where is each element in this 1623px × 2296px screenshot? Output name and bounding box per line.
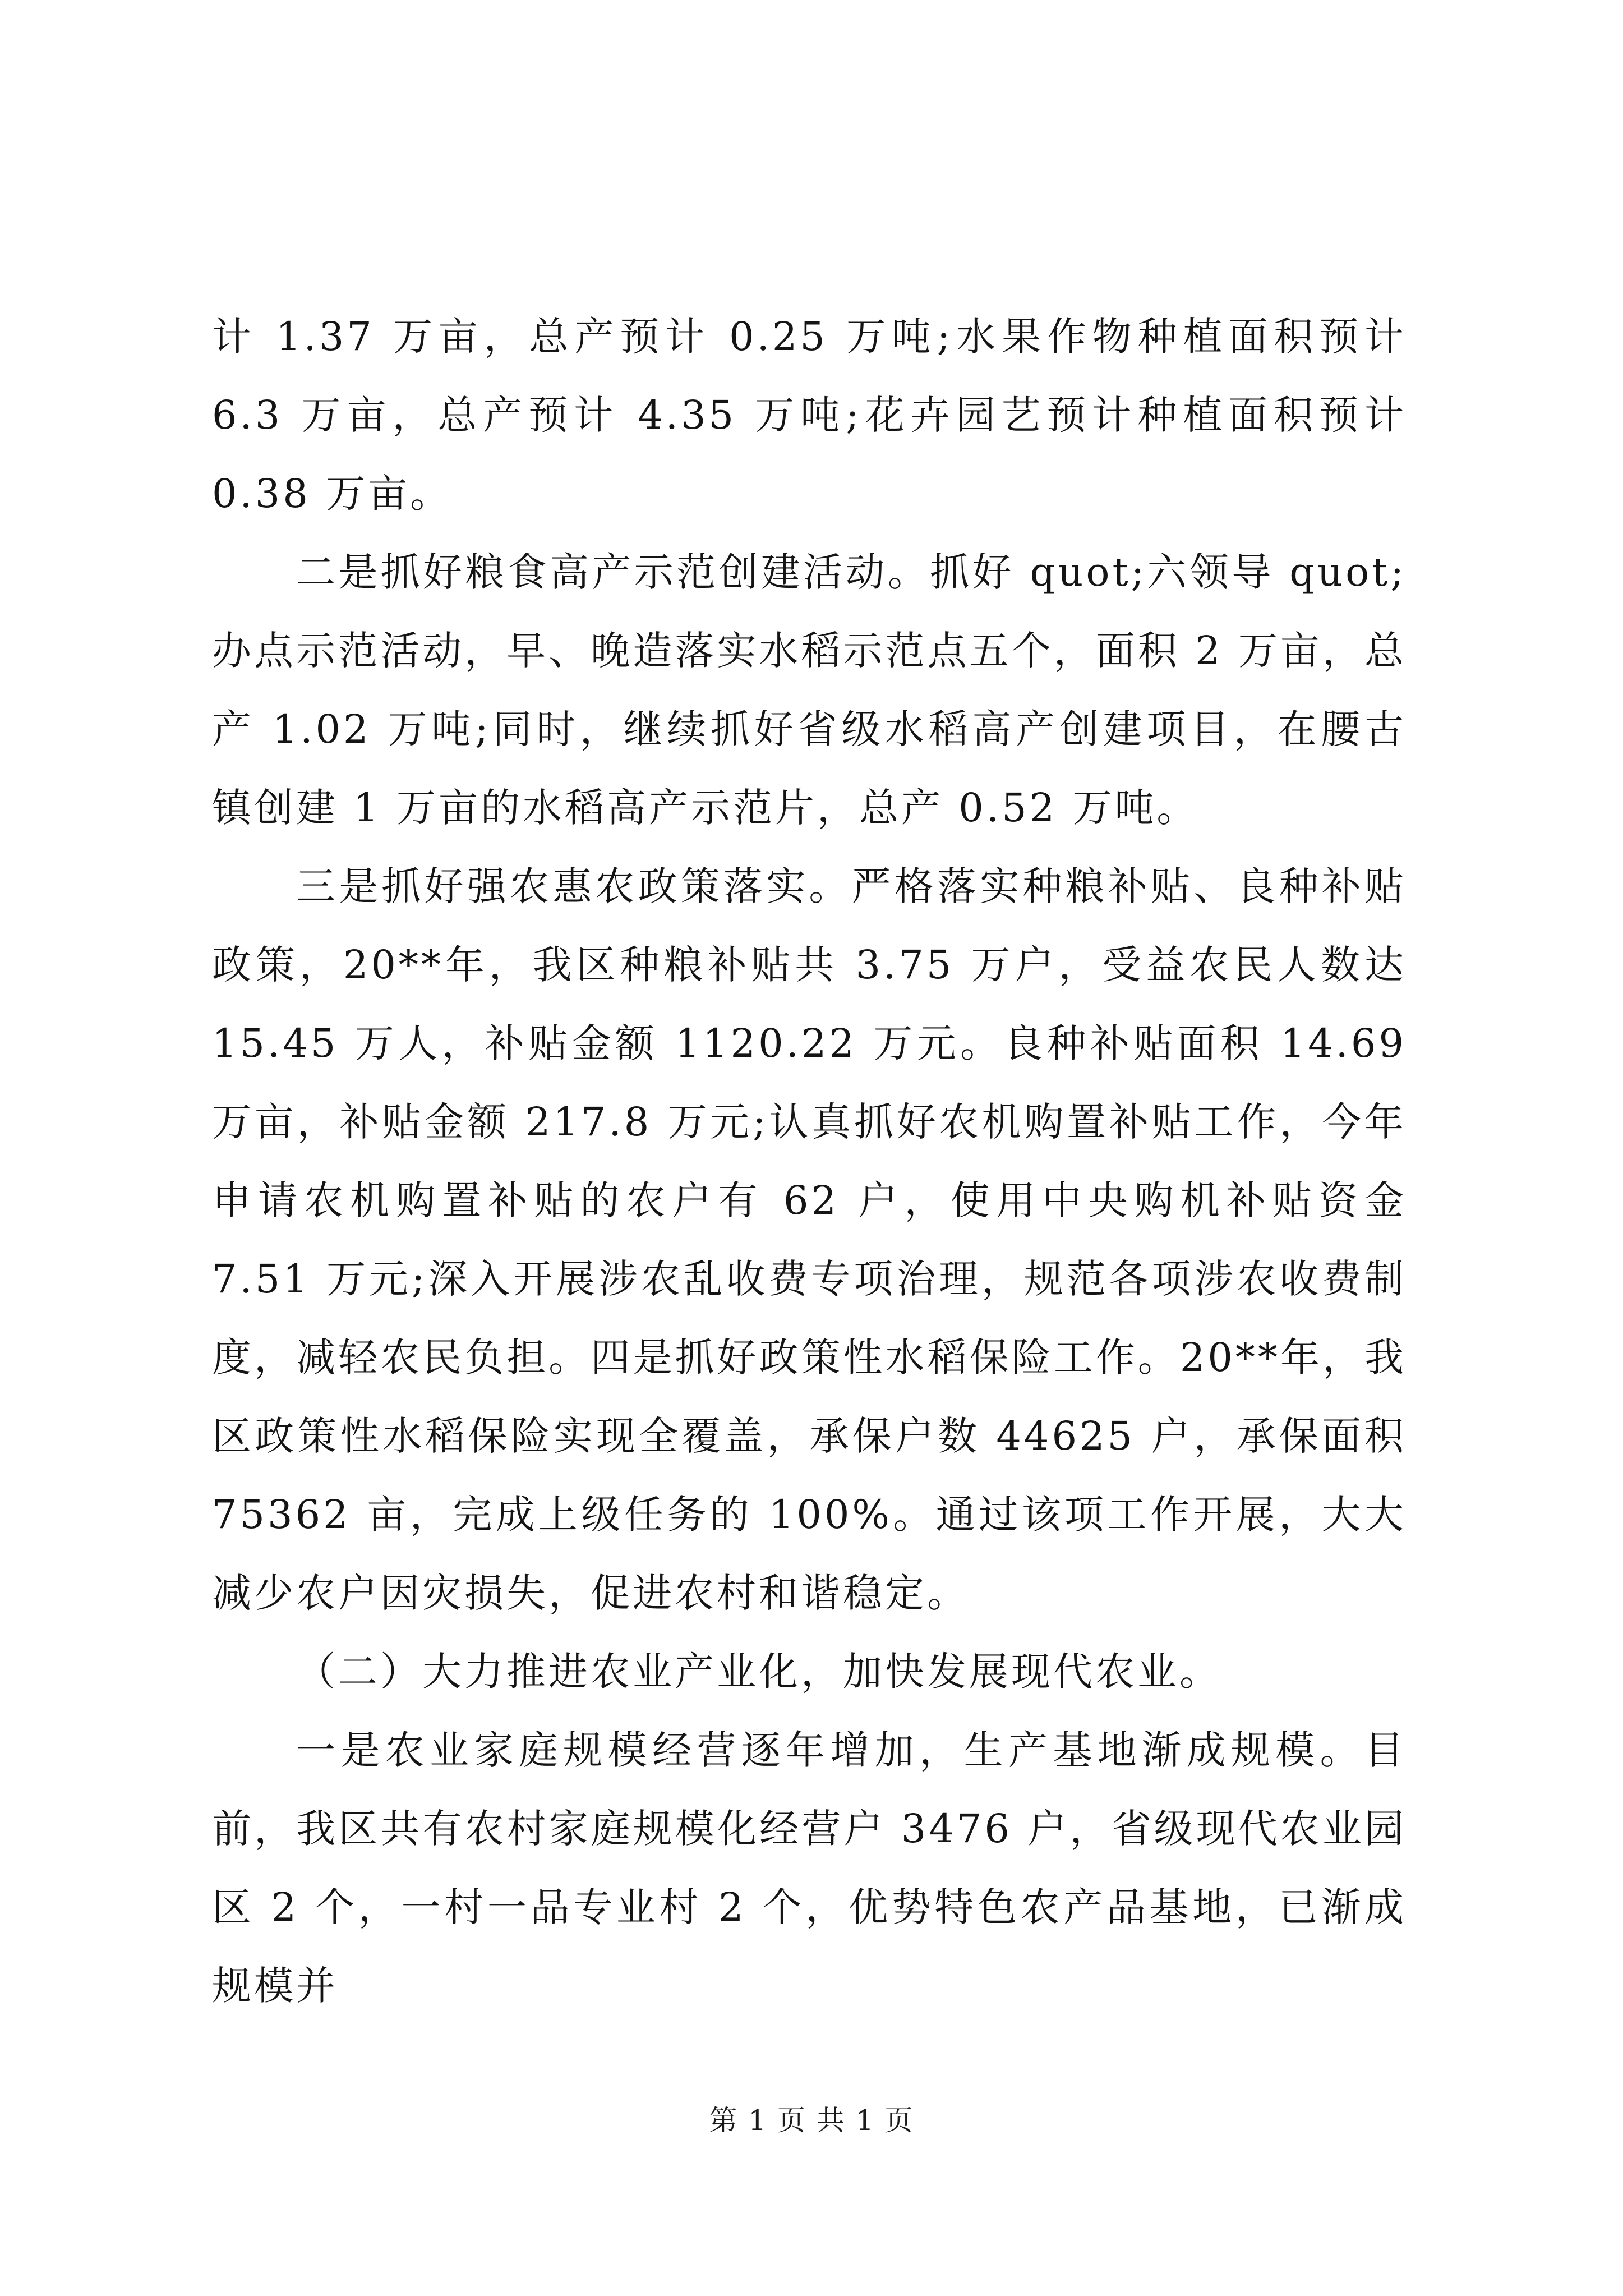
paragraph-3: 三是抓好强农惠农政策落实。严格落实种粮补贴、良种补贴政策，20**年，我区种粮补贴共 3.75 万户，受益农民人数达 15.45 万人，补贴金额 1120.22 万元。良种补贴面积 14.69 万亩，补贴金额 217.8 万元;认真抓好农机购置补贴工作，今年申请农机购置补贴的农户有 62 户，使用中央购机补贴资金 7.51 万元;深入开展涉农乱收费专项治理，规范各项涉农收费制度，减轻农民负担。四是抓好政策性水稻保险工作。20**年，我区政策性水稻保险实现全覆盖，承保户数 44625 户，承保面积 75362 亩，完成上级任务的 100%。通过该项工作开展，大大减少农户因灾损失，促进农村和谐稳定。 [212,863,1407,1616]
paragraph-2: 二是抓好粮食高产示范创建活动。抓好 quot;六领导 quot;办点示范活动，早、晚造落实水稻示范点五个，面积 2 万亩，总产 1.02 万吨;同时，继续抓好省级水稻高产创建项目，在腰古镇创建 1 万亩的水稻高产示范片，总产 0.52 万吨。 [212,549,1407,831]
page-footer: 第 1 页 共 1 页 [709,2104,914,2137]
document-body [212,297,1407,2025]
paragraph-1: 计 1.37 万亩，总产预计 0.25 万吨;水果作物种植面积预计 6.3 万亩，总产预计 4.35 万吨;花卉园艺预计种植面积预计 0.38 万亩。 [212,314,1407,517]
section-heading: （二）大力推进农业产业化，加快发展现代农业。 [296,1649,1221,1695]
paragraph-5: 一是农业家庭规模经营逐年增加，生产基地渐成规模。目前，我区共有农村家庭规模化经营户 3476 户，省级现代农业园区 2 个，一村一品专业村 2 个，优势特色农产品基地，已渐成规模并 [212,1727,1407,2009]
